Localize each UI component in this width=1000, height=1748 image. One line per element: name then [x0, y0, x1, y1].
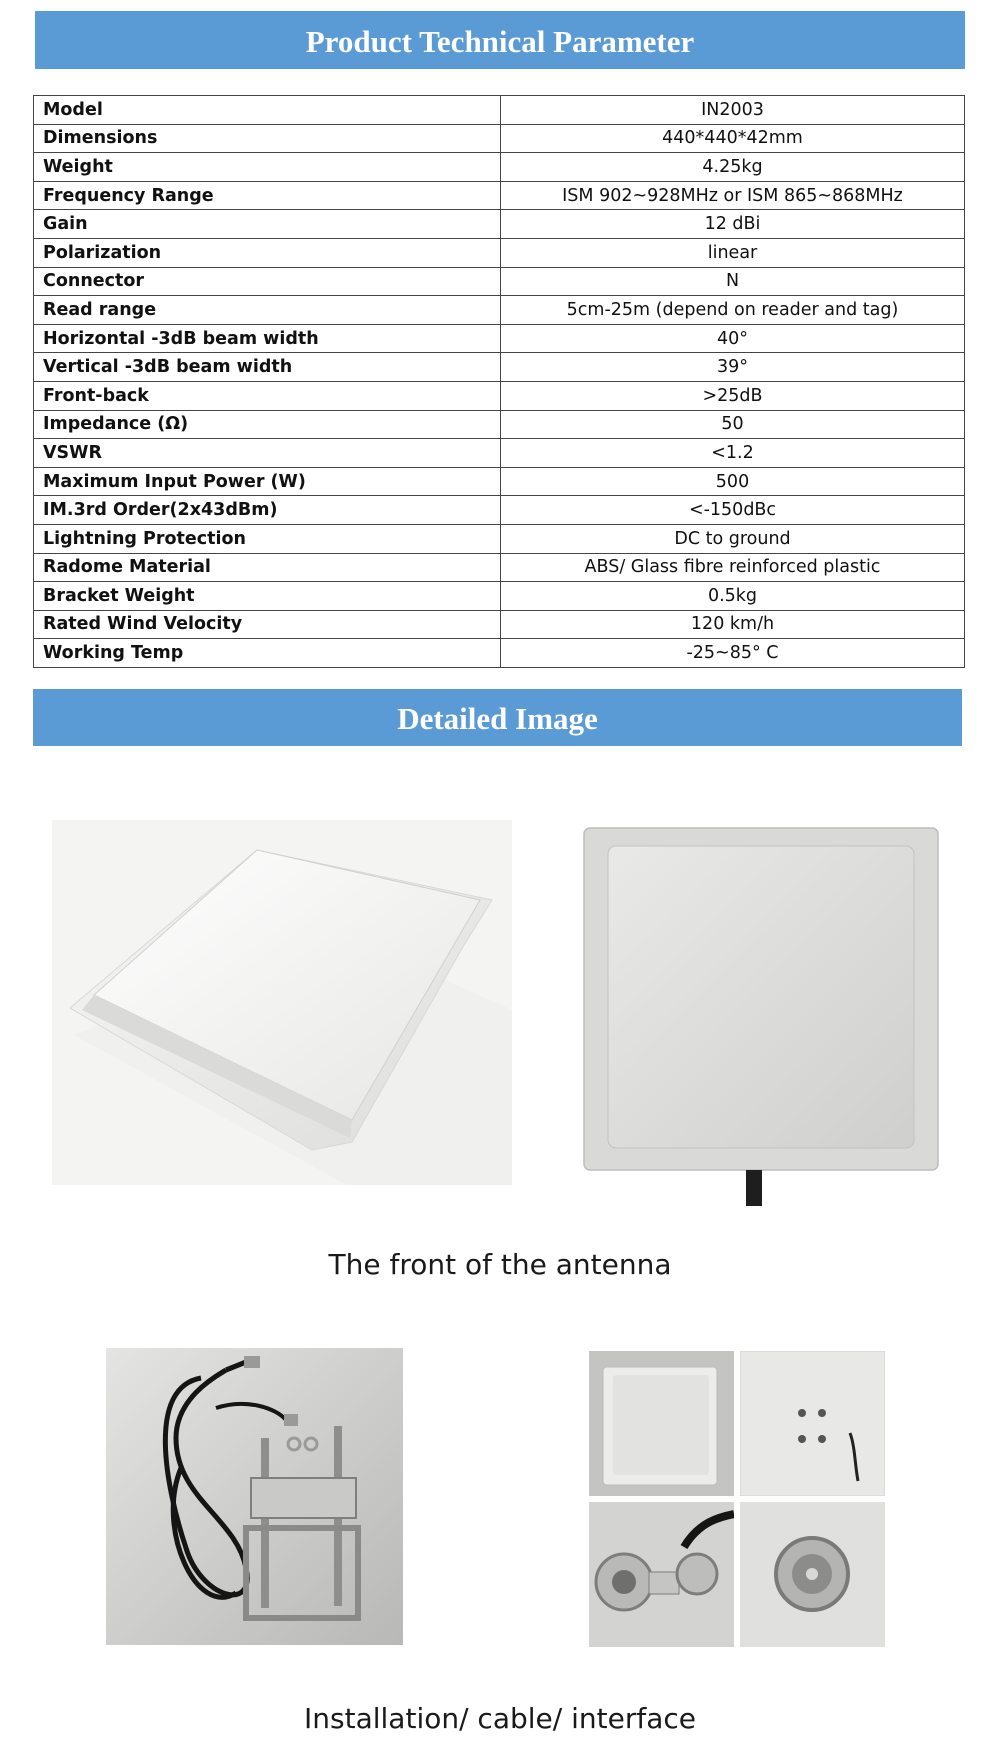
spec-label: Gain	[34, 210, 501, 239]
table-row	[34, 582, 965, 611]
spec-label: Frequency Range	[34, 181, 501, 210]
spec-value: IN2003	[501, 96, 965, 125]
installation-caption: Installation/ cable/ interface	[304, 1702, 696, 1735]
spec-value: 12 dBi	[501, 210, 965, 239]
spec-label: Lightning Protection	[34, 524, 501, 553]
antenna-angled-photo	[52, 820, 512, 1185]
table-row	[34, 410, 965, 439]
spec-value: <1.2	[501, 439, 965, 468]
table-row	[34, 124, 965, 153]
spec-section-banner: Product Technical Parameter	[35, 11, 965, 69]
table-row	[34, 439, 965, 468]
table-row	[34, 496, 965, 525]
table-row	[34, 467, 965, 496]
table-row	[34, 267, 965, 296]
spec-label: Horizontal -3dB beam width	[34, 324, 501, 353]
n-connector-thumbnail	[740, 1502, 885, 1647]
spec-label: Vertical -3dB beam width	[34, 353, 501, 382]
spec-value: 40°	[501, 324, 965, 353]
detailed-image-banner: Detailed Image	[33, 689, 962, 746]
spec-value: 39°	[501, 353, 965, 382]
spec-label: Rated Wind Velocity	[34, 610, 501, 639]
spec-value: DC to ground	[501, 524, 965, 553]
spec-label: Read range	[34, 296, 501, 325]
spec-label: Radome Material	[34, 553, 501, 582]
spec-value: ABS/ Glass fibre reinforced plastic	[501, 553, 965, 582]
spec-label: Impedance (Ω)	[34, 410, 501, 439]
spec-value: N	[501, 267, 965, 296]
table-row	[34, 324, 965, 353]
antenna-back-thumbnail	[740, 1351, 885, 1496]
installation-kit-photo	[106, 1348, 403, 1645]
spec-value: 50	[501, 410, 965, 439]
spec-label: Weight	[34, 153, 501, 182]
spec-value: 4.25kg	[501, 153, 965, 182]
table-row	[34, 153, 965, 182]
table-row	[34, 296, 965, 325]
spec-label: Front-back	[34, 381, 501, 410]
spec-label: Bracket Weight	[34, 582, 501, 611]
spec-value: linear	[501, 238, 965, 267]
table-row	[34, 553, 965, 582]
spec-value: 0.5kg	[501, 582, 965, 611]
spec-table	[33, 95, 965, 668]
antenna-thumbnail	[589, 1351, 734, 1496]
table-row	[34, 610, 965, 639]
spec-label: Connector	[34, 267, 501, 296]
table-row	[34, 524, 965, 553]
spec-label: Polarization	[34, 238, 501, 267]
table-row	[34, 96, 965, 125]
spec-label: Working Temp	[34, 639, 501, 668]
spec-value: 5cm-25m (depend on reader and tag)	[501, 296, 965, 325]
table-row	[34, 181, 965, 210]
connector-cable-thumbnail	[589, 1502, 734, 1647]
spec-label: Dimensions	[34, 124, 501, 153]
spec-value: <-150dBc	[501, 496, 965, 525]
front-caption: The front of the antenna	[328, 1248, 672, 1281]
table-row	[34, 381, 965, 410]
antenna-front-photo	[580, 820, 946, 1210]
spec-value: >25dB	[501, 381, 965, 410]
table-row	[34, 353, 965, 382]
spec-label: IM.3rd Order(2x43dBm)	[34, 496, 501, 525]
spec-label: Maximum Input Power (W)	[34, 467, 501, 496]
spec-value: 120 km/h	[501, 610, 965, 639]
interface-photo-grid	[589, 1351, 885, 1647]
table-row	[34, 639, 965, 668]
spec-value: ISM 902~928MHz or ISM 865~868MHz	[501, 181, 965, 210]
spec-value: -25~85° C	[501, 639, 965, 668]
spec-label: VSWR	[34, 439, 501, 468]
spec-value: 500	[501, 467, 965, 496]
table-row	[34, 210, 965, 239]
spec-label: Model	[34, 96, 501, 125]
spec-value: 440*440*42mm	[501, 124, 965, 153]
table-row	[34, 238, 965, 267]
